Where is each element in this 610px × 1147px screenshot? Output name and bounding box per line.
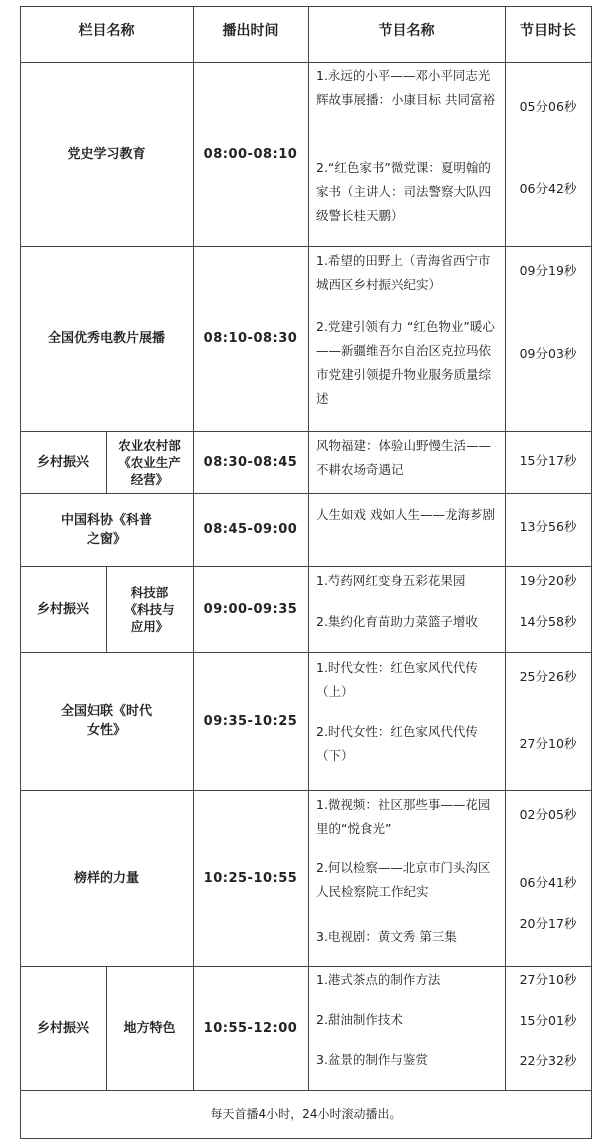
row1-duration-2: 06分42秒 xyxy=(519,181,577,196)
row8-program-2: 2.甜油制作技术 xyxy=(316,1012,403,1027)
row8-program-1: 1.港式茶点的制作方法 xyxy=(316,972,441,987)
row8-duration-2: 15分01秒 xyxy=(519,1013,577,1028)
row1-duration-1: 05分06秒 xyxy=(519,99,577,114)
row2-column: 全国优秀电教片展播 xyxy=(47,331,165,346)
row7-duration-3: 20分17秒 xyxy=(519,916,577,931)
row2-duration-2: 09分03秒 xyxy=(519,346,577,361)
row8-duration-1: 27分10秒 xyxy=(519,972,577,987)
row1-time: 08:00-08:10 xyxy=(203,146,298,162)
row4-program-1: 人生如戏 戏如人生——龙海芗剧 xyxy=(316,507,495,522)
row3-subcolumn: 农业农村部《农业生产经营》 xyxy=(118,437,181,487)
row6-duration-2: 27分10秒 xyxy=(519,736,577,751)
row7-time: 10:25-10:55 xyxy=(203,870,298,886)
row2-program-2: 2.党建引领有力 “红色物业”暖心——新疆维吾尔自治区克拉玛依市党建引领提升物业服务质量综述 xyxy=(316,319,495,406)
row5-duration-2: 14分58秒 xyxy=(519,614,577,629)
row8-column: 乡村振兴 xyxy=(36,1020,89,1036)
row8-duration-3: 22分32秒 xyxy=(519,1053,577,1068)
row8-subcolumn: 地方特色 xyxy=(123,1020,176,1036)
row3-duration-1: 15分17秒 xyxy=(519,453,577,468)
row4-column: 中国科协《科普之窗》 xyxy=(60,512,152,547)
row1-program-2: 2.“红色家书”微党课：夏明翰的家书（主讲人：司法警察大队四级警长桂天鹏） xyxy=(316,160,492,223)
row5-subcolumn: 科技部《科技与应用》 xyxy=(124,584,175,634)
row7-program-3: 3.电视剧：黄文秀 第三集 xyxy=(316,929,457,944)
row6-column: 全国妇联《时代女性》 xyxy=(60,704,152,738)
row4-duration-1: 13分56秒 xyxy=(519,519,577,534)
row3-column: 乡村振兴 xyxy=(36,454,89,470)
row7-column: 榜样的力量 xyxy=(73,870,139,886)
row4-time: 08:45-09:00 xyxy=(203,522,298,537)
row3-program-1: 风物福建：体验山野慢生活——不耕农场奇遇记 xyxy=(316,438,492,477)
row1-program-1: 1.永远的小平——邓小平同志光辉故事展播：小康目标 共同富裕 xyxy=(316,68,495,107)
row7-program-1: 1.微视频：社区那些事——花园里的“悦食光” xyxy=(316,797,491,836)
row5-program-1: 1.芍药网红变身五彩花果园 xyxy=(316,573,466,588)
header-column: 栏目名称 xyxy=(78,22,135,39)
row5-time: 09:00-09:35 xyxy=(203,601,298,617)
row8-time: 10:55-12:00 xyxy=(203,1020,298,1036)
footer-note: 每天首播4小时，24小时滚动播出。 xyxy=(210,1106,402,1121)
header-program: 节目名称 xyxy=(378,22,435,39)
row7-program-2: 2.何以检察——北京市门头沟区人民检察院工作纪实 xyxy=(316,860,491,899)
header-duration: 节目时长 xyxy=(520,22,576,39)
row2-duration-1: 09分19秒 xyxy=(519,263,577,278)
row1-column: 党史学习教育 xyxy=(67,146,146,162)
row6-program-1: 1.时代女性：红色家风代代传（上） xyxy=(316,660,478,699)
row5-column: 乡村振兴 xyxy=(36,601,89,617)
row2-time: 08:10-08:30 xyxy=(203,331,298,346)
row8-program-3: 3.盆景的制作与鉴赏 xyxy=(316,1052,428,1067)
row3-time: 08:30-08:45 xyxy=(203,454,298,470)
row7-duration-2: 06分41秒 xyxy=(519,875,577,890)
row7-duration-1: 02分05秒 xyxy=(519,807,577,822)
row6-program-2: 2.时代女性：红色家风代代传（下） xyxy=(316,724,478,763)
row5-program-2: 2.集约化育苗助力菜篮子增收 xyxy=(316,614,478,629)
header-time: 播出时间 xyxy=(222,22,279,39)
row6-duration-1: 25分26秒 xyxy=(519,669,577,684)
row5-duration-1: 19分20秒 xyxy=(519,573,577,588)
row2-program-1: 1.希望的田野上（青海省西宁市城西区乡村振兴纪实） xyxy=(316,253,491,292)
row6-time: 09:35-10:25 xyxy=(203,713,298,729)
